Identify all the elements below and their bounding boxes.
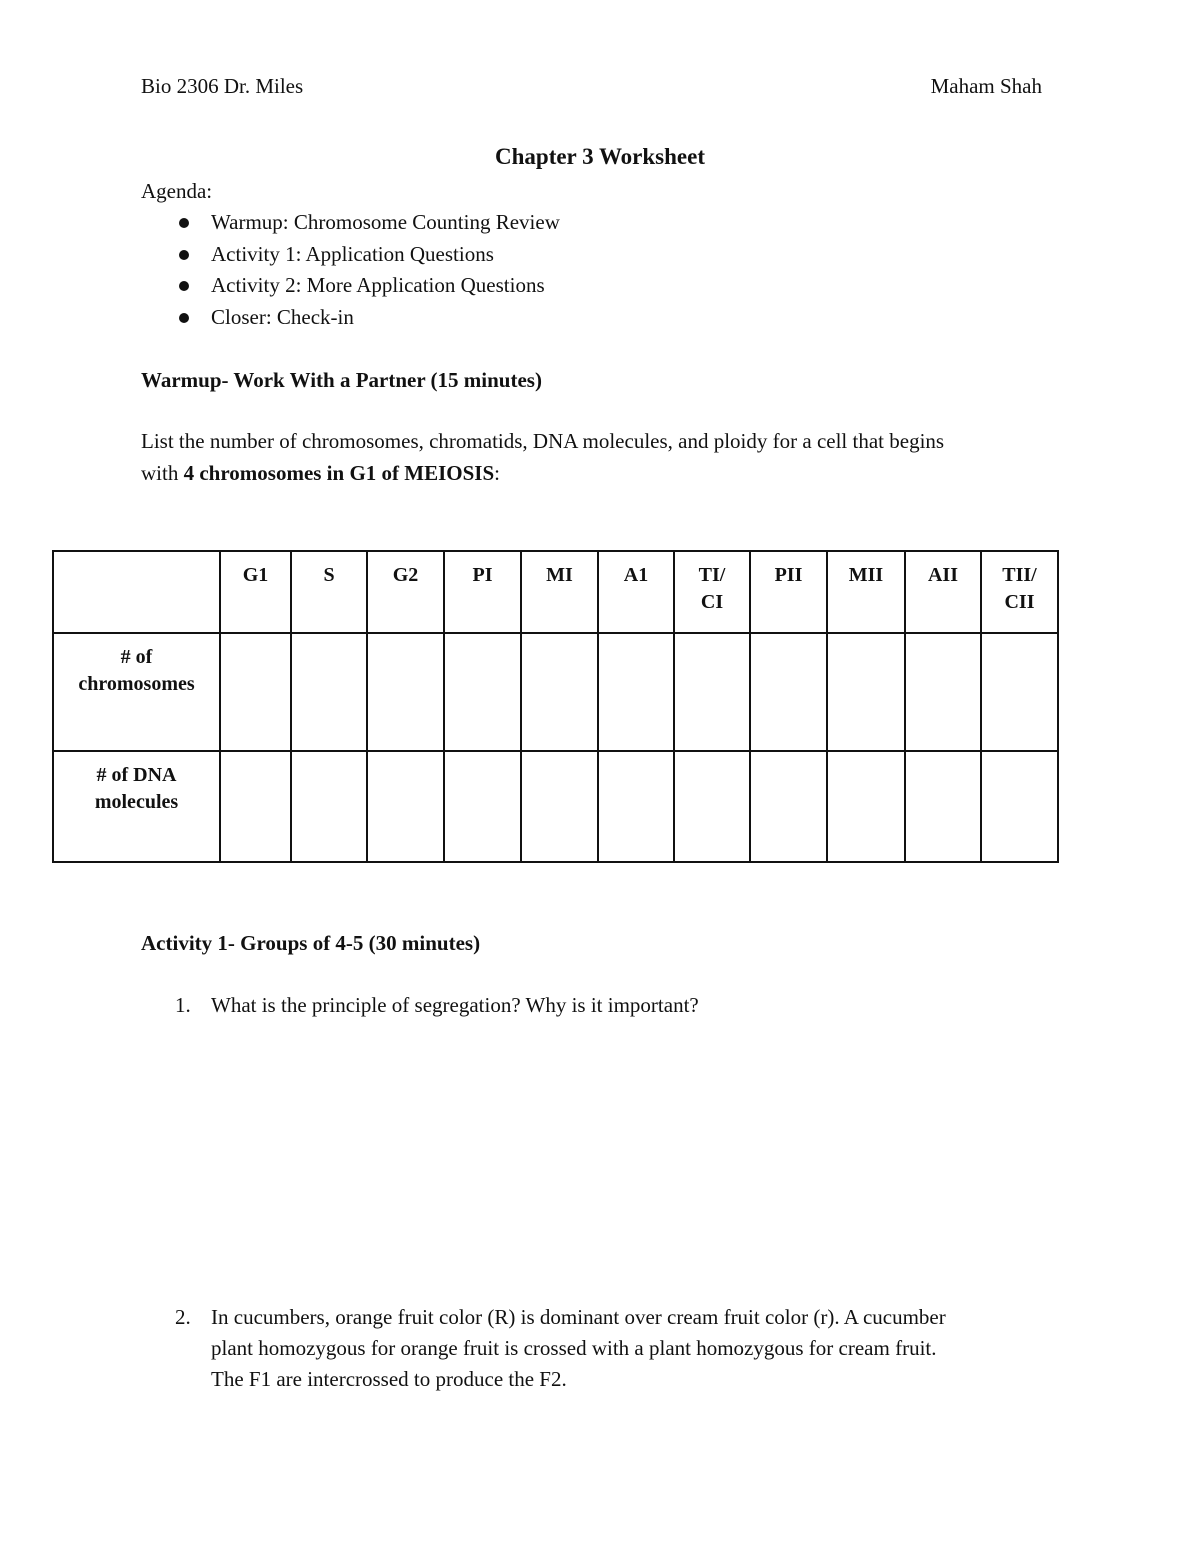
agenda-item-text: Closer: Check-in [211,304,354,329]
answer-cell[interactable] [827,633,905,751]
agenda-item [141,209,560,241]
column-header: AII [905,551,981,633]
column-header: G1 [220,551,291,633]
answer-cell[interactable] [981,751,1058,862]
agenda-item [141,241,560,273]
warmup-instructions-line2: with 4 chromosomes in G1 of MEIOSIS: [141,461,500,485]
column-header: S [291,551,367,633]
header-student-name: Maham Shah [930,74,1042,98]
agenda-item-text: Warmup: Chromosome Counting Review [211,210,560,234]
answer-cell[interactable] [750,751,827,862]
bullet-icon [179,313,189,323]
row-header: # of chromosomes [53,633,220,751]
page-title: Chapter 3 Worksheet [495,144,705,169]
column-header: TII/ CII [981,551,1058,633]
agenda-item [141,272,560,304]
bullet-icon [179,250,189,260]
table-corner-cell [53,551,220,633]
agenda-label: Agenda: [141,179,213,203]
agenda-item-text: Activity 2: More Application Questions [211,273,545,297]
chromosome-count-table [52,550,1059,863]
bullet-icon [179,281,189,291]
table-row-chromosomes [53,633,1058,751]
warmup-instructions-line1: List the number of chromosomes, chromatids, DNA molecules, and ploidy for a cell that begins [141,429,945,453]
answer-cell[interactable] [521,633,598,751]
answer-cell[interactable] [291,751,367,862]
agenda-item [141,304,560,336]
answer-cell[interactable] [444,751,521,862]
agenda-list [141,209,560,335]
table-header-row [53,551,1058,633]
agenda-item-text: Activity 1: Application Questions [211,241,494,266]
question-text: What is the principle of segregation? Why is it important? [211,993,699,1017]
answer-cell[interactable] [598,751,674,862]
column-header: A1 [598,551,674,633]
answer-cell[interactable] [750,633,827,751]
answer-cell[interactable] [521,751,598,862]
answer-cell[interactable] [674,633,750,751]
question-number: 1. [175,993,191,1017]
answer-cell[interactable] [367,633,444,751]
answer-cell[interactable] [905,751,981,862]
bullet-icon [179,218,189,228]
column-header: PII [750,551,827,633]
header-course: Bio 2306 Dr. Miles [141,74,304,98]
question-number: 2. [175,1305,191,1329]
answer-cell[interactable] [291,633,367,751]
column-header: PI [444,551,521,633]
table-row-dna-molecules [53,751,1058,862]
column-header: MI [521,551,598,633]
question-text: In cucumbers, orange fruit color (R) is dominant over cream fruit color (r). A cucumber plant homozygous for orange fruit is crossed with a plant homozygous for cream fruit. The F1 are intercrossed to produce the F2. [211,1305,946,1391]
answer-cell[interactable] [444,633,521,751]
answer-cell[interactable] [220,751,291,862]
answer-cell[interactable] [981,633,1058,751]
activity1-heading: Activity 1- Groups of 4-5 (30 minutes) [141,931,481,955]
answer-cell[interactable] [674,751,750,862]
answer-cell[interactable] [905,633,981,751]
column-header: MII [827,551,905,633]
warmup-emphasis: 4 chromosomes in G1 of MEIOSIS [183,461,495,485]
warmup-heading: Warmup- Work With a Partner (15 minutes) [141,368,542,392]
answer-cell[interactable] [827,751,905,862]
column-header: G2 [367,551,444,633]
column-header: TI/ CI [674,551,750,633]
answer-cell[interactable] [598,633,674,751]
answer-cell[interactable] [220,633,291,751]
answer-cell[interactable] [367,751,444,862]
row-header: # of DNA molecules [53,751,220,862]
